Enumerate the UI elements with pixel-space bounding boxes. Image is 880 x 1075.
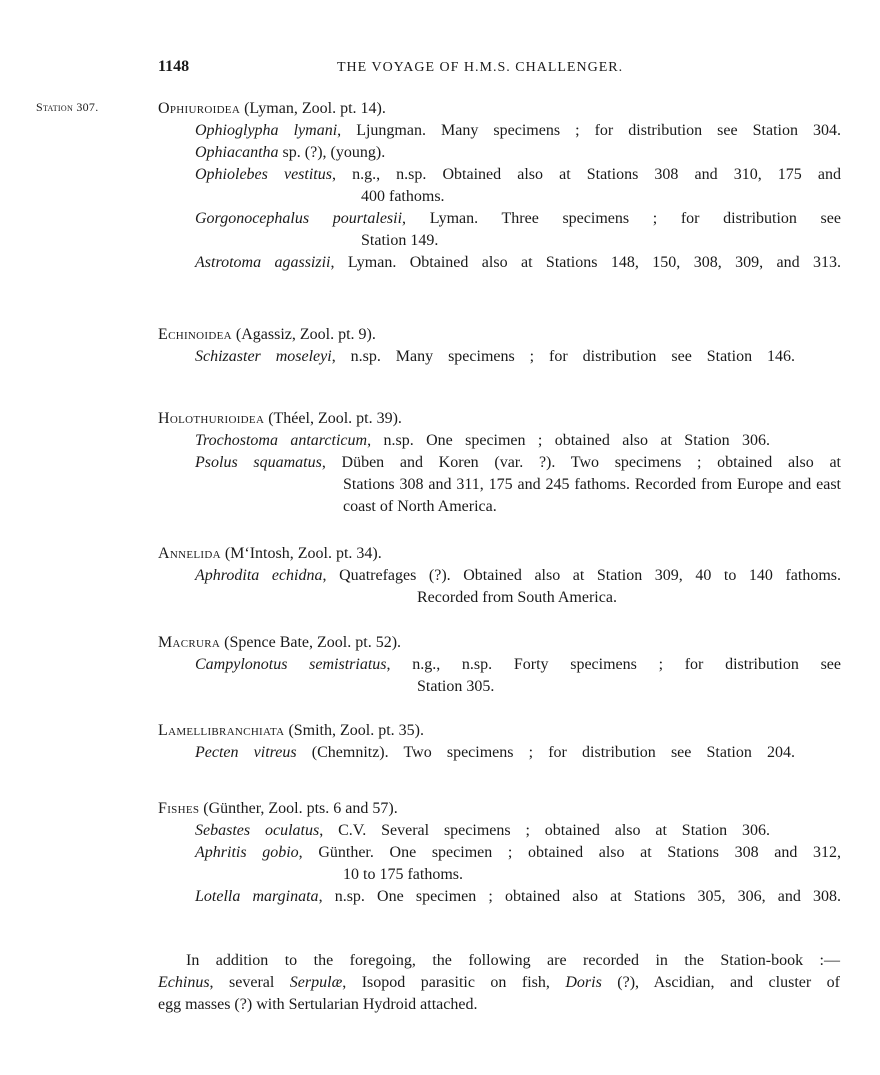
species-note-continued: Recorded from South America. (417, 589, 617, 606)
section-fishes (158, 798, 848, 908)
species-note-continued: 10 to 175 fathoms. (343, 866, 463, 883)
group-name: Echinoidea (158, 326, 232, 343)
species-note: , n.sp. Many specimens ; for distribution see Station 146. (331, 348, 796, 365)
species-note: , Quatrefages (?). Obtained also at Station 309, 40 to 140 fathoms. (322, 567, 842, 584)
species-name: Psolus squamatus (195, 454, 322, 471)
species-entry (195, 120, 841, 142)
section-macrura (158, 632, 848, 698)
species-name: Trochostoma antarcticum (195, 432, 368, 449)
closing-text: (?), Ascidian, and cluster of (601, 974, 840, 991)
species-note: , Ljungman. Many specimens ; for distribution see Station 304. (337, 122, 842, 139)
species-note: , C.V. Several specimens ; obtained also at Station 306. (319, 822, 771, 839)
group-name: Ophiuroidea (158, 100, 241, 117)
species-note: , n.sp. One specimen ; obtained also at Stations 305, 306, and 308. (318, 888, 842, 905)
group-reference: (Günther, Zool. pts. 6 and 57). (199, 800, 398, 817)
group-reference: (Théel, Zool. pt. 39). (264, 410, 402, 427)
section-lamellibranchiata (158, 720, 848, 764)
species-note: , n.g., n.sp. Forty specimens ; for distribution see (386, 656, 841, 673)
station-label: Station 307. (36, 100, 99, 114)
species-entry (195, 886, 841, 908)
species-name: Pecten vitreus (195, 744, 297, 761)
species-note-continued: 400 fathoms. (361, 188, 445, 205)
taxon-name: Doris (565, 974, 602, 991)
species-name: Ophiolebes vestitus (195, 166, 332, 183)
species-name: Ophiacantha (195, 144, 279, 161)
species-note-continued: Stations 308 and 311, 175 and 245 fathoms. Recorded from Europe and east coast of North America. (343, 476, 841, 515)
species-name: Sebastes oculatus (195, 822, 320, 839)
group-name: Annelida (158, 545, 221, 562)
species-name: Schizaster moseleyi (195, 348, 332, 365)
group-reference: (Agassiz, Zool. pt. 9). (231, 326, 376, 343)
species-entry (195, 142, 841, 164)
group-reference: (Spence Bate, Zool. pt. 52). (220, 634, 402, 651)
species-note: , n.g., n.sp. Obtained also at Stations 308 and 310, 175 and (331, 166, 841, 183)
closing-line (158, 972, 840, 994)
species-entry (195, 742, 795, 764)
running-title: THE VOYAGE OF H.M.S. CHALLENGER. (337, 60, 624, 75)
species-entry (195, 565, 841, 609)
species-name: Ophioglypha lymani (195, 122, 338, 139)
species-note: , n.sp. One specimen ; obtained also at Station 306. (367, 432, 771, 449)
group-heading (158, 98, 848, 120)
species-entry (195, 820, 770, 842)
species-name: Astrotoma agassizii (195, 254, 331, 271)
species-entry (195, 452, 841, 518)
species-entry (195, 252, 841, 274)
group-reference: (M‘Intosh, Zool. pt. 34). (220, 545, 382, 562)
group-heading (158, 632, 848, 654)
species-entry (195, 654, 841, 698)
taxon-name: Echinus (158, 974, 210, 991)
closing-line: In addition to the foregoing, the following are recorded in the Station-book :— (186, 952, 840, 969)
species-name: Aphrodita echidna (195, 567, 323, 584)
species-name: Lotella marginata (195, 888, 319, 905)
species-note-continued: Station 305. (417, 678, 495, 695)
group-name: Lamellibranchiata (158, 722, 285, 739)
group-reference: (Lyman, Zool. pt. 14). (240, 100, 386, 117)
group-name: Macrura (158, 634, 221, 651)
group-heading (158, 324, 848, 346)
section-echinoidea (158, 324, 848, 368)
species-entry (195, 346, 795, 368)
species-note-continued: Station 149. (361, 232, 439, 249)
species-entry (195, 208, 841, 252)
group-heading (158, 408, 848, 430)
page-number: 1148 (158, 58, 190, 75)
group-name: Holothurioidea (158, 410, 265, 427)
species-note: , Düben and Koren (var. ?). Two specimens ; obtained also at (321, 454, 841, 471)
closing-paragraph (158, 950, 840, 1016)
species-note: (Chemnitz). Two specimens ; for distribution see Station 204. (296, 744, 795, 761)
taxon-name: Serpulæ (289, 974, 343, 991)
species-entry (195, 164, 841, 208)
group-reference: (Smith, Zool. pt. 35). (284, 722, 424, 739)
group-heading (158, 720, 848, 742)
species-name: Aphritis gobio (195, 844, 299, 861)
section-holothurioidea (158, 408, 848, 518)
closing-line: egg masses (?) with Sertularian Hydroid attached. (158, 996, 478, 1013)
species-note: sp. (?), (young). (278, 144, 386, 161)
group-heading (158, 543, 848, 565)
group-heading (158, 798, 848, 820)
species-entry (195, 842, 841, 886)
species-name: Campylonotus semistriatus (195, 656, 387, 673)
species-note: , Lyman. Three specimens ; for distribution see (402, 210, 841, 227)
closing-text: , several (209, 974, 290, 991)
section-ophiuroidea (158, 98, 848, 274)
species-name: Gorgonocephalus pourtalesii (195, 210, 403, 227)
section-annelida (158, 543, 848, 609)
species-note: , Günther. One specimen ; obtained also at Stations 308 and 312, (298, 844, 841, 861)
species-note: , Lyman. Obtained also at Stations 148, 150, 308, 309, and 313. (330, 254, 841, 271)
species-entry (195, 430, 770, 452)
closing-text: , Isopod parasitic on fish, (342, 974, 566, 991)
group-name: Fishes (158, 800, 200, 817)
